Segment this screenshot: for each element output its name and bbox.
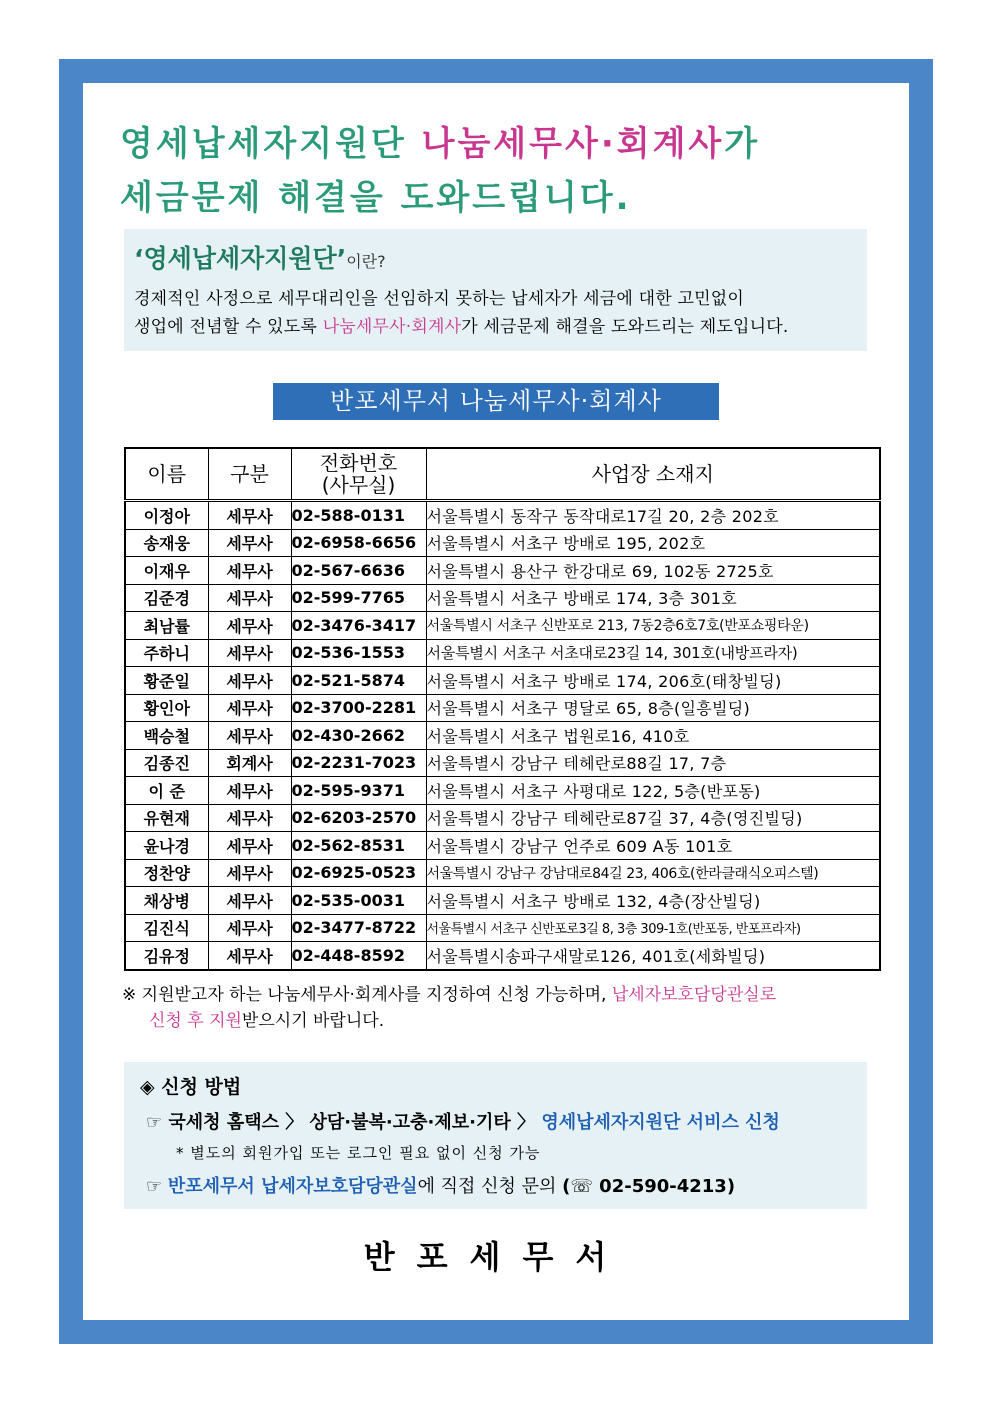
cell-type: 회계사	[208, 749, 291, 777]
cell-name: 이재우	[125, 557, 208, 585]
table-row	[125, 529, 880, 557]
cell-name: 채상병	[125, 887, 208, 915]
table-row	[125, 942, 880, 970]
intro-line2-end: 가 세금문제 해결을 도와드리는 제도입니다.	[461, 317, 789, 337]
table-row	[125, 914, 880, 942]
cell-type: 세무사	[208, 694, 291, 722]
how-to-step-hometax	[146, 1108, 780, 1134]
intro-title-main: ‘영세납세자지원단’	[134, 244, 347, 273]
intro-text-line-1: 경제적인 사정으로 세무대리인을 선임하지 못하는 납세자가 세금에 대한 고민없이	[134, 289, 744, 309]
cell-name: 황준일	[125, 667, 208, 695]
note-text: ※ 지원받고자 하는 나눔세무사·회계사를 지정하여 신청 가능하며,	[122, 985, 612, 1005]
cell-type: 세무사	[208, 777, 291, 805]
table-row	[125, 557, 880, 585]
cell-type: 세무사	[208, 529, 291, 557]
cell-address: 서울특별시 서초구 법원로16, 410호	[426, 722, 880, 750]
table-row	[125, 667, 880, 695]
table-row	[125, 804, 880, 832]
cell-phone: 02-6203-2570	[291, 804, 426, 832]
intro-panel	[124, 229, 867, 351]
pointer-icon: ☞	[146, 1176, 168, 1197]
cell-phone: 02-521-5874	[291, 667, 426, 695]
cell-phone: 02-535-0031	[291, 887, 426, 915]
how-to-apply-panel	[124, 1062, 867, 1209]
cell-address: 서울특별시송파구새말로126, 401호(세화빌딩)	[426, 942, 880, 970]
note-line-1	[122, 982, 776, 1008]
table-row	[125, 749, 880, 777]
intro-text-line-2	[134, 312, 788, 337]
office-contact-text: 에 직접 신청 문의	[417, 1176, 563, 1197]
cell-phone: 02-448-8592	[291, 942, 426, 970]
cell-type: 세무사	[208, 667, 291, 695]
office-name-footer: 반포세무서	[363, 1238, 629, 1276]
intro-line2-highlight: 나눔세무사·회계사	[322, 317, 462, 337]
table-row	[125, 777, 880, 805]
cell-name: 주하니	[125, 639, 208, 667]
table-row	[125, 584, 880, 612]
cell-address: 서울특별시 서초구 서초대로23길 14, 301호(내방프라자)	[426, 639, 880, 667]
headline-suffix: 가	[724, 124, 761, 164]
cell-address: 서울특별시 강남구 강남대로84길 23, 406호(한라클래식오피스텔)	[426, 859, 880, 887]
cell-name: 김준경	[125, 584, 208, 612]
application-note	[122, 982, 776, 1034]
cell-name: 김유정	[125, 942, 208, 970]
table-header-row	[125, 448, 880, 501]
cell-name: 백승철	[125, 722, 208, 750]
section-banner: 반포세무서 나눔세무사·회계사	[273, 383, 719, 420]
cell-name: 최남률	[125, 612, 208, 640]
headline-line-2: 세금문제 해결을 도와드립니다.	[120, 178, 632, 218]
table-row	[125, 859, 880, 887]
how-to-title: ◈ 신청 방법	[140, 1076, 242, 1098]
office-contact-name: 반포세무서 납세자보호담당관실	[167, 1176, 418, 1197]
cell-name: 유현재	[125, 804, 208, 832]
cell-type: 세무사	[208, 612, 291, 640]
headline-line-1	[120, 116, 760, 165]
cell-phone: 02-6958-6656	[291, 529, 426, 557]
table-row	[125, 694, 880, 722]
headline-org: 영세납세자지원단	[120, 124, 422, 164]
cell-type: 세무사	[208, 887, 291, 915]
note-text-end: 받으시기 바랍니다.	[241, 1011, 385, 1031]
cell-name: 윤나경	[125, 832, 208, 860]
cell-address: 서울특별시 서초구 사평대로 122, 5층(반포동)	[426, 777, 880, 805]
note-highlight-1: 납세자보호담당관실로	[611, 985, 777, 1005]
cell-phone: 02-595-9371	[291, 777, 426, 805]
cell-name: 이정아	[125, 501, 208, 530]
cell-address: 서울특별시 서초구 방배로 132, 4층(장산빌딩)	[426, 887, 880, 915]
cell-address: 서울특별시 용산구 한강대로 69, 102동 2725호	[426, 557, 880, 585]
office-phone: (☏ 02-590-4213)	[562, 1176, 736, 1197]
hometax-path: ☞ 국세청 홈택스 〉 상담·불복·고충·제보·기타 〉	[146, 1112, 536, 1133]
table-row	[125, 832, 880, 860]
cell-name: 황인아	[125, 694, 208, 722]
cell-phone: 02-588-0131	[291, 501, 426, 530]
intro-title	[134, 239, 386, 275]
table-row	[125, 612, 880, 640]
cell-phone: 02-6925-0523	[291, 859, 426, 887]
cell-type: 세무사	[208, 557, 291, 585]
header-phone-line1: 전화번호	[319, 451, 398, 475]
advisor-table	[124, 447, 881, 971]
cell-type: 세무사	[208, 639, 291, 667]
table-row	[125, 722, 880, 750]
cell-type: 세무사	[208, 942, 291, 970]
cell-type: 세무사	[208, 832, 291, 860]
cell-address: 서울특별시 동작구 동작대로17길 20, 2층 202호	[426, 501, 880, 530]
cell-type: 세무사	[208, 914, 291, 942]
cell-address: 서울특별시 강남구 테헤란로88길 17, 7층	[426, 749, 880, 777]
headline-highlight: 나눔세무사·회계사	[421, 124, 725, 164]
how-to-step-office	[146, 1172, 735, 1198]
cell-name: 정찬양	[125, 859, 208, 887]
cell-address: 서울특별시 강남구 언주로 609 A동 101호	[426, 832, 880, 860]
cell-name: 김진식	[125, 914, 208, 942]
table-row	[125, 501, 880, 530]
cell-phone: 02-3477-8722	[291, 914, 426, 942]
cell-type: 세무사	[208, 584, 291, 612]
cell-address: 서울특별시 서초구 신반포로3길 8, 3층 309-1호(반포동, 반포프라자)	[426, 914, 880, 942]
table-row	[125, 887, 880, 915]
cell-address: 서울특별시 서초구 명달로 65, 8층(일흥빌딩)	[426, 694, 880, 722]
cell-address: 서울특별시 서초구 신반포로 213, 7동2층6호7호(반포쇼핑타운)	[426, 612, 880, 640]
cell-phone: 02-2231-7023	[291, 749, 426, 777]
header-name: 이름	[125, 448, 208, 501]
cell-phone: 02-430-2662	[291, 722, 426, 750]
header-phone-line2: (사무실)	[321, 473, 396, 497]
cell-type: 세무사	[208, 722, 291, 750]
header-address: 사업장 소재지	[426, 448, 880, 501]
cell-type: 세무사	[208, 501, 291, 530]
cell-phone: 02-562-8531	[291, 832, 426, 860]
cell-phone: 02-567-6636	[291, 557, 426, 585]
table-row	[125, 639, 880, 667]
cell-address: 서울특별시 서초구 방배로 174, 206호(태창빌딩)	[426, 667, 880, 695]
cell-phone: 02-3476-3417	[291, 612, 426, 640]
cell-name: 이 준	[125, 777, 208, 805]
cell-phone: 02-3700-2281	[291, 694, 426, 722]
cell-phone: 02-536-1553	[291, 639, 426, 667]
cell-type: 세무사	[208, 804, 291, 832]
note-line-2	[122, 1008, 776, 1034]
intro-line2-start: 생업에 전념할 수 있도록	[134, 317, 323, 337]
note-highlight-2: 신청 후 지원	[149, 1011, 242, 1031]
cell-name: 김종진	[125, 749, 208, 777]
header-type: 구분	[208, 448, 291, 501]
hometax-service-link[interactable]: 영세납세자지원단 서비스 신청	[541, 1112, 780, 1133]
cell-address: 서울특별시 강남구 테헤란로87길 37, 4층(영진빌딩)	[426, 804, 880, 832]
cell-phone: 02-599-7765	[291, 584, 426, 612]
cell-address: 서울특별시 서초구 방배로 195, 202호	[426, 529, 880, 557]
cell-name: 송재웅	[125, 529, 208, 557]
cell-address: 서울특별시 서초구 방배로 174, 3층 301호	[426, 584, 880, 612]
cell-type: 세무사	[208, 859, 291, 887]
header-phone	[291, 448, 426, 501]
how-to-note: * 별도의 회원가입 또는 로그인 필요 없이 신청 가능	[176, 1144, 541, 1162]
intro-title-suffix: 이란?	[346, 252, 386, 271]
